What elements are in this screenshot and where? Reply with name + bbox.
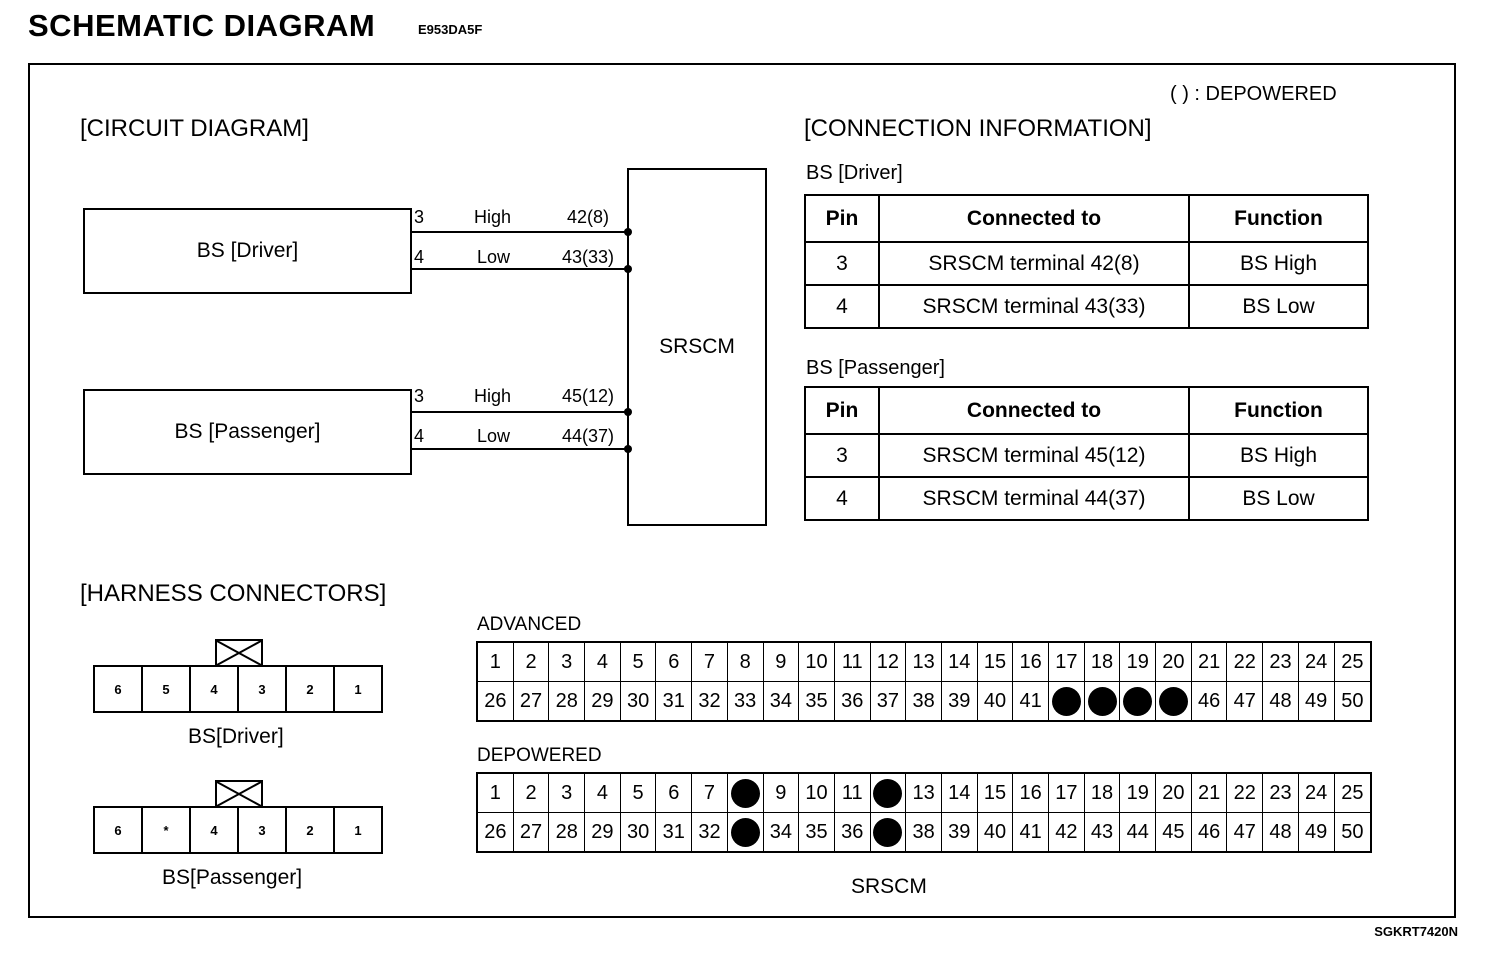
driver-high-junction (624, 228, 632, 236)
srscm-pin: 10 (799, 643, 835, 682)
srscm-pin: 13 (906, 774, 942, 813)
srscm-pin: 17 (1049, 643, 1085, 682)
srscm-pin: 28 (549, 682, 585, 720)
srscm-pin: 25 (1335, 774, 1371, 813)
srscm-pin: 15 (978, 643, 1014, 682)
connector-pin: * (143, 808, 191, 852)
srscm-pin: 29 (585, 813, 621, 851)
connector-pin: 5 (143, 667, 191, 711)
srscm-pin: 2 (514, 774, 550, 813)
connection-info-heading: [CONNECTION INFORMATION] (804, 115, 1152, 142)
srscm-pin: 26 (478, 813, 514, 851)
srscm-pin: 18 (1085, 643, 1121, 682)
srscm-pin: 21 (1192, 643, 1228, 682)
srscm-pin: 40 (978, 682, 1014, 720)
table-row (805, 242, 1368, 285)
bs-passenger-connector (93, 806, 383, 854)
filled-pin-marker (873, 779, 902, 808)
driver-high-wire (410, 231, 629, 233)
driver-connection-table (804, 194, 1369, 329)
bs-driver-box-label: BS [Driver] (196, 239, 299, 262)
srscm-pin: 16 (1013, 774, 1049, 813)
advanced-label: ADVANCED (477, 614, 582, 635)
column-header: Connected to (879, 195, 1189, 242)
column-header: Function (1189, 195, 1368, 242)
document-code: E953DA5F (418, 22, 483, 37)
srscm-pin: 1 (478, 774, 514, 813)
srscm-pin: 24 (1299, 774, 1335, 813)
srscm-pin: 34 (764, 682, 800, 720)
column-header: Function (1189, 387, 1368, 434)
driver-low-terminal: 43(33) (562, 247, 615, 267)
passenger-high-wire (410, 411, 629, 413)
srscm-pin: 42 (1049, 813, 1085, 851)
srscm-pin: 22 (1227, 643, 1263, 682)
connector-pin: 1 (354, 822, 362, 838)
srscm-pin: 1 (478, 643, 514, 682)
column-header: Connected to (879, 387, 1189, 434)
connector-pin: 1 (354, 681, 362, 697)
srscm-pin: 35 (799, 682, 835, 720)
pin-cell: 3 (805, 242, 879, 285)
driver-high-signal: High (474, 207, 512, 227)
srscm-pin: 19 (1120, 643, 1156, 682)
bs-passenger-connector-label: BS[Passenger] (162, 866, 303, 889)
driver-table-label: BS [Driver] (806, 162, 903, 184)
passenger-connection-table (804, 386, 1369, 521)
srscm-pin: 31 (656, 813, 692, 851)
srscm-pin: 47 (1227, 813, 1263, 851)
driver-high-terminal: 42(8) (567, 207, 610, 227)
srscm-pin: 29 (585, 682, 621, 720)
connector-pin: 4 (191, 667, 239, 711)
srscm-pin: 48 (1263, 682, 1299, 720)
advanced-pin-grid (476, 641, 1372, 722)
srscm-pin: 3 (549, 643, 585, 682)
harness-connectors-heading: [HARNESS CONNECTORS] (80, 580, 387, 607)
srscm-pin: 4 (585, 774, 621, 813)
srscm-pin: 38 (906, 813, 942, 851)
srscm-pin: 46 (1192, 682, 1228, 720)
depowered-label: DEPOWERED (477, 745, 602, 766)
driver-high-pin: 3 (414, 207, 425, 227)
srscm-pin: 7 (692, 643, 728, 682)
srscm-pin: 6 (656, 643, 692, 682)
srscm-pin: 15 (978, 774, 1014, 813)
srscm-pin: 40 (978, 813, 1014, 851)
bs-passenger-box (83, 389, 412, 475)
filled-pin-marker (731, 818, 760, 847)
table-header-row (805, 387, 1368, 434)
bs-driver-connector (93, 665, 383, 713)
srscm-pin: 20 (1156, 774, 1192, 813)
srscm-pin: 21 (1192, 774, 1228, 813)
srscm-pin: 9 (764, 774, 800, 813)
table-row (805, 477, 1368, 520)
passenger-high-pin: 3 (414, 386, 425, 406)
connected-to-cell: SRSCM terminal 45(12) (879, 434, 1189, 477)
connected-to-cell: SRSCM terminal 44(37) (879, 477, 1189, 520)
srscm-pin: 49 (1299, 682, 1335, 720)
passenger-connector-latch-icon (215, 780, 263, 808)
depowered-pin-grid (476, 772, 1372, 853)
driver-connector-latch-icon (215, 639, 263, 667)
depowered-legend: ( ) : DEPOWERED (1170, 83, 1337, 105)
srscm-pin (1156, 682, 1192, 720)
passenger-table-label: BS [Passenger] (806, 357, 945, 379)
srscm-pin: 26 (478, 682, 514, 720)
column-header: Pin (805, 195, 879, 242)
srscm-connector-label: SRSCM (851, 875, 927, 898)
srscm-pin (728, 774, 764, 813)
passenger-low-terminal: 44(37) (562, 426, 615, 446)
srscm-pin: 10 (799, 774, 835, 813)
srscm-pin: 27 (514, 682, 550, 720)
bs-driver-connector-label: BS[Driver] (188, 725, 284, 748)
srscm-pin: 8 (728, 643, 764, 682)
passenger-low-junction (624, 445, 632, 453)
passenger-high-terminal: 45(12) (562, 386, 615, 406)
circuit-diagram-heading: [CIRCUIT DIAGRAM] (80, 115, 309, 142)
connector-pin: 2 (287, 667, 335, 711)
pin-cell: 4 (805, 477, 879, 520)
filled-pin-marker (1052, 687, 1081, 716)
srscm-pin: 6 (656, 774, 692, 813)
connector-pin: 4 (191, 808, 239, 852)
connector-pin: 6 (95, 808, 143, 852)
filled-pin-marker (873, 818, 902, 847)
srscm-pin: 9 (764, 643, 800, 682)
bs-passenger-box-label: BS [Passenger] (174, 420, 321, 443)
srscm-pin: 23 (1263, 643, 1299, 682)
passenger-high-junction (624, 408, 632, 416)
srscm-pin: 27 (514, 813, 550, 851)
connector-pin: 3 (239, 667, 287, 711)
srscm-pin (871, 774, 907, 813)
srscm-pin: 32 (692, 682, 728, 720)
passenger-low-signal: Low (477, 426, 511, 446)
srscm-pin: 23 (1263, 774, 1299, 813)
srscm-pin: 22 (1227, 774, 1263, 813)
passenger-high-signal: High (474, 386, 512, 406)
table-row (805, 434, 1368, 477)
srscm-pin (1085, 682, 1121, 720)
filled-pin-marker (1159, 687, 1188, 716)
srscm-pin: 11 (835, 643, 871, 682)
driver-low-pin: 4 (414, 247, 425, 267)
srscm-pin: 39 (942, 813, 978, 851)
srscm-pin: 47 (1227, 682, 1263, 720)
srscm-pin: 3 (549, 774, 585, 813)
function-cell: BS Low (1189, 285, 1368, 328)
figure-id: SGKRT7420N (1374, 924, 1458, 939)
srscm-pin: 20 (1156, 643, 1192, 682)
srscm-pin: 18 (1085, 774, 1121, 813)
srscm-box-label: SRSCM (659, 335, 735, 358)
passenger-low-wire (410, 448, 629, 450)
srscm-pin: 30 (621, 682, 657, 720)
filled-pin-marker (1123, 687, 1152, 716)
srscm-pin: 31 (656, 682, 692, 720)
connector-pin: 2 (287, 808, 335, 852)
srscm-pin (728, 813, 764, 851)
srscm-pin: 36 (835, 682, 871, 720)
driver-low-signal: Low (477, 247, 511, 267)
connector-pin: 6 (95, 667, 143, 711)
table-header-row (805, 195, 1368, 242)
srscm-pin: 11 (835, 774, 871, 813)
srscm-pin: 50 (1341, 689, 1364, 712)
srscm-pin: 5 (621, 643, 657, 682)
srscm-pin: 13 (906, 643, 942, 682)
srscm-pin: 30 (621, 813, 657, 851)
srscm-pin: 4 (585, 643, 621, 682)
srscm-pin: 38 (906, 682, 942, 720)
srscm-pin: 37 (871, 682, 907, 720)
srscm-pin: 45 (1156, 813, 1192, 851)
srscm-pin: 19 (1120, 774, 1156, 813)
srscm-pin: 41 (1013, 813, 1049, 851)
srscm-pin: 7 (692, 774, 728, 813)
srscm-pin: 2 (514, 643, 550, 682)
srscm-pin (1120, 682, 1156, 720)
srscm-pin: 50 (1341, 820, 1364, 843)
column-header: Pin (805, 387, 879, 434)
srscm-pin: 14 (942, 643, 978, 682)
srscm-pin: 44 (1120, 813, 1156, 851)
srscm-pin: 28 (549, 813, 585, 851)
srscm-pin: 16 (1013, 643, 1049, 682)
pin-cell: 3 (805, 434, 879, 477)
driver-low-wire (410, 268, 629, 270)
driver-low-junction (624, 265, 632, 273)
bs-driver-box (83, 208, 412, 294)
connected-to-cell: SRSCM terminal 42(8) (879, 242, 1189, 285)
connected-to-cell: SRSCM terminal 43(33) (879, 285, 1189, 328)
srscm-pin: 32 (692, 813, 728, 851)
srscm-pin: 49 (1299, 813, 1335, 851)
page-title: SCHEMATIC DIAGRAM (28, 8, 376, 43)
srscm-pin: 46 (1192, 813, 1228, 851)
table-row (805, 285, 1368, 328)
function-cell: BS High (1189, 242, 1368, 285)
srscm-pin: 48 (1263, 813, 1299, 851)
srscm-pin: 14 (942, 774, 978, 813)
filled-pin-marker (731, 779, 760, 808)
srscm-pin: 33 (728, 682, 764, 720)
srscm-pin: 12 (871, 643, 907, 682)
srscm-box (627, 168, 767, 526)
filled-pin-marker (1088, 687, 1117, 716)
srscm-pin: 17 (1049, 774, 1085, 813)
srscm-pin: 25 (1335, 643, 1371, 682)
srscm-pin (871, 813, 907, 851)
srscm-pin (1049, 682, 1085, 720)
passenger-low-pin: 4 (414, 426, 425, 446)
srscm-pin: 39 (942, 682, 978, 720)
connector-pin: 3 (239, 808, 287, 852)
function-cell: BS High (1189, 434, 1368, 477)
srscm-pin: 36 (835, 813, 871, 851)
pin-cell: 4 (805, 285, 879, 328)
srscm-pin: 5 (621, 774, 657, 813)
srscm-pin: 24 (1299, 643, 1335, 682)
srscm-pin: 41 (1013, 682, 1049, 720)
srscm-pin: 35 (799, 813, 835, 851)
function-cell: BS Low (1189, 477, 1368, 520)
srscm-pin: 43 (1085, 813, 1121, 851)
srscm-pin: 34 (764, 813, 800, 851)
